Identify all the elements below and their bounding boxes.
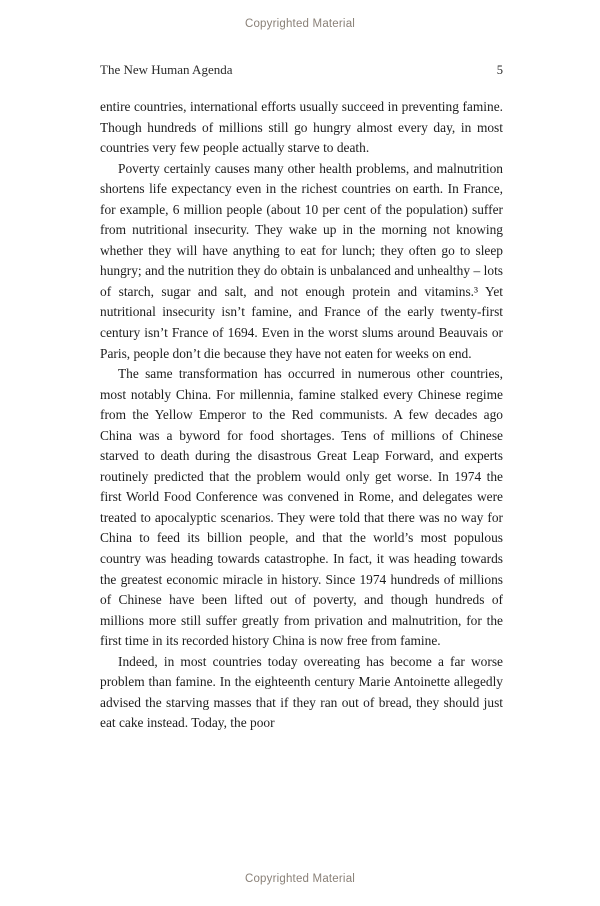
copyright-notice-top: Copyrighted Material bbox=[244, 18, 356, 30]
page-number: 5 bbox=[496, 63, 503, 77]
paragraph: Poverty certainly causes many other health problems, and malnutrition shortens life expectancy even in the richest countries on earth. In France, for example, 6 million people (about 10 per cent of the population) suffer from nutritional insecurity. They wake up in the morning not knowing whether they will have anything to eat for lunch; they often go to sleep hungry; and the nutrition they do obtain is unbalanced and unhealthy – lots of starch, sugar and salt, and not enough protein and vitamins.³ Yet nutritional insecurity isn’t famine, and France of the early twenty-first century isn’t France of 1694. Even in the worst slums around Beauvais or Paris, people don’t die because they have not eaten for weeks on end. bbox=[100, 160, 503, 361]
copyright-notice-bottom: Copyrighted Material bbox=[244, 873, 356, 885]
body-text bbox=[100, 97, 503, 734]
page-header bbox=[100, 62, 503, 78]
paragraph: The same transformation has occurred in numerous other countries, most notably China. For millennia, famine stalked every Chinese regime from the Yellow Emperor to the Red communists. A few decades ago China was a byword for food shortages. Tens of millions of Chinese starved to death during the disastrous Great Leap Forward, and experts routinely predicted that the problem would only get worse. In 1974 the first World Food Conference was convened in Rome, and delegates were treated to apocalyptic scenarios. They were told that there was no way for China to feed its billion people, and that the world’s most populous country was heading towards catastrophe. In fact, it was heading towards the greatest economic miracle in history. Since 1974 hundreds of millions of Chinese have been lifted out of poverty, and though hundreds of millions more still suffer greatly from privation and malnutrition, for the first time in its recorded history China is now free from famine. bbox=[100, 366, 503, 649]
paragraph: Indeed, in most countries today overeating has become a far worse problem than famine. In the eighteenth century Marie Antoinette allegedly advised the starving masses that if they ran out of bread, they should just eat cake instead. Today, the poor bbox=[100, 653, 503, 731]
paragraph: entire countries, international efforts usually succeed in preventing famine. Though hundreds of millions still go hungry almost every day, in most countries very few people actually starve to death. bbox=[100, 99, 503, 156]
running-title: The New Human Agenda bbox=[100, 62, 233, 77]
